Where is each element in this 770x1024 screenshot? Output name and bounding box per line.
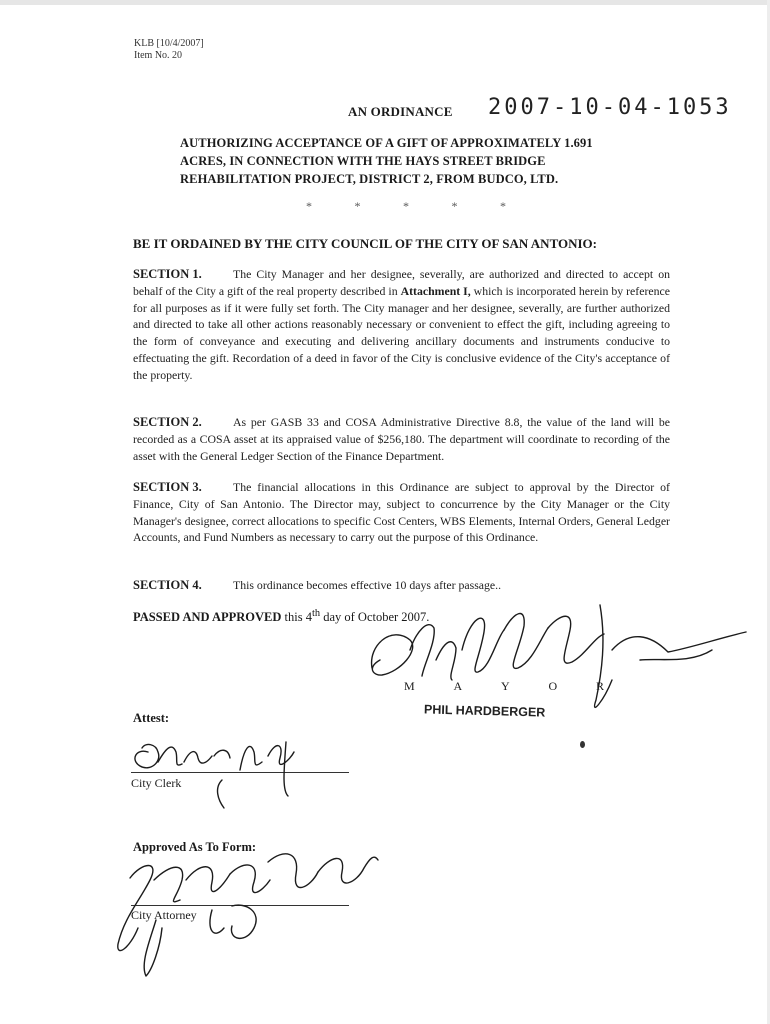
divider-star: *: [451, 199, 458, 213]
clerk-signature: [135, 742, 294, 808]
ordaining-clause: BE IT ORDAINED BY THE CITY COUNCIL OF THE CITY OF SAN ANTONIO:: [133, 236, 598, 251]
ordinal-suffix: th: [311, 608, 321, 619]
section-2: [133, 414, 670, 464]
ordinance-label: AN ORDINANCE: [348, 104, 453, 119]
section-label: SECTION 3.: [133, 480, 202, 494]
approved-as-to-form-label: Approved As To Form:: [133, 840, 257, 854]
passed-approved-line: [133, 608, 429, 625]
attachment-reference: Attachment I,: [400, 283, 471, 298]
mayor-title: [404, 679, 604, 694]
divider-star: *: [354, 199, 361, 213]
mayor-letter: R: [595, 679, 604, 693]
section-label: SECTION 1.: [133, 267, 202, 281]
section-text: As per GASB 33 and COSA Administrative Directive 8.8, the value of the land will be recorded as a COSA asset at its appraised value of $256,180. The department will coordinate to recording of the asset with the General Ledger Section of the Finance Department.: [133, 415, 670, 463]
ordinance-title: AUTHORIZING ACCEPTANCE OF A GIFT OF APPROXIMATELY 1.691 ACRES, IN CONNECTION WITH THE HAYS STREET BRIDGE REHABILITATION PROJECT, DISTRICT 2, FROM BUDCO, LTD.: [180, 136, 593, 186]
mayor-letter: A: [453, 679, 463, 693]
divider-star: *: [403, 199, 409, 213]
passage-date: day of October 2007.: [320, 610, 430, 625]
mayor-name-stamp: PHIL HARDBERGER: [423, 702, 546, 720]
ordinance-number: 2007-10-04-1053: [488, 95, 732, 120]
section-text: This ordinance becomes effective 10 days after passage..: [233, 578, 502, 592]
section-text: The financial allocations in this Ordinance are subject to approval by the Director of Finance, City of San Antonio. The Director may, subject to concurrence by the City Manager or the City Manager's designee, correct allocations to specific Cost Centers, WBS Elements, Internal Orders, General Ledger Accounts, and Fund Numbers as necessary to carry out the purpose of this Ordinance.: [133, 480, 670, 545]
section-label: SECTION 4.: [133, 578, 202, 592]
mayor-letter: O: [548, 679, 558, 693]
ink-dot: [580, 741, 585, 748]
passage-text: this 4: [281, 610, 312, 625]
section-3: [133, 479, 670, 546]
attest-label: Attest:: [133, 711, 170, 725]
section-text: which is incorporated herein by reference for all purposes as if it were fully set forth. The City manager and her designee, severally, are further authorized and directed to take all other actions reasonably necessary or convenient to effect the gift, including agreeing to the form of conveyance and executing and delivering ancillary documents and instruments conducive to effectuating the gift. Recordation of a deed in favor of the City is conclusive evidence of the City's acceptance of the property.: [133, 283, 670, 382]
document-meta: [134, 38, 204, 62]
attorney-label: City Attorney: [131, 908, 197, 922]
attorney-signature-line: [131, 905, 349, 906]
section-4: [133, 577, 670, 594]
meta-initials-date: KLB [10/4/2007]: [134, 38, 204, 49]
mayor-letter: M: [404, 679, 415, 693]
clerk-signature-line: [131, 772, 349, 773]
section-divider-stars: [306, 199, 506, 214]
passed-approved-label: PASSED AND APPROVED: [133, 610, 282, 625]
divider-star: *: [500, 199, 506, 213]
section-text: The City Manager and her designee, severally, are authorized and directed to accept on behalf of the City a gift of the real property described in: [133, 267, 670, 298]
divider-star: *: [306, 199, 312, 213]
scan-edge-top: [0, 0, 770, 5]
section-label: SECTION 2.: [133, 415, 202, 429]
mayor-letter: Y: [500, 679, 510, 693]
clerk-label: City Clerk: [131, 776, 182, 790]
meta-item-number: Item No. 20: [134, 50, 183, 61]
section-1: [133, 266, 670, 384]
